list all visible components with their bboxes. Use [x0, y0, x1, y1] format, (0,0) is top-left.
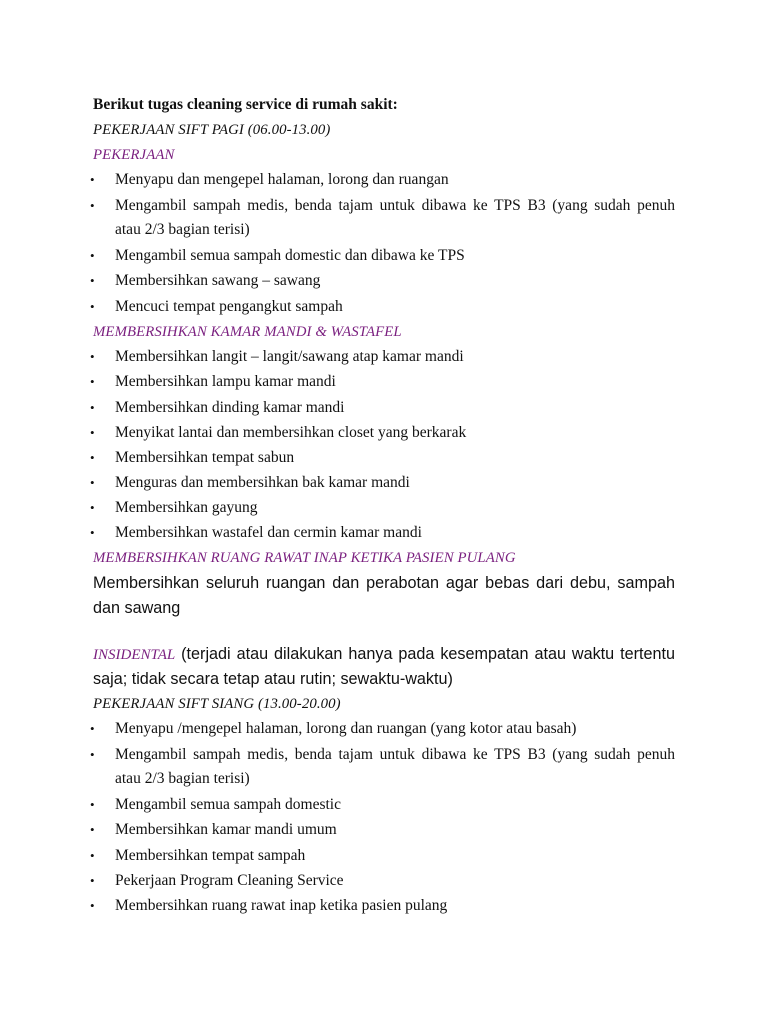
insidental-label: INSIDENTAL — [93, 647, 176, 663]
insidental-text: (terjadi atau dilakukan hanya pada kesempatan atau waktu tertentu — [175, 645, 675, 663]
shift-siang-heading: PEKERJAAN SIFT SIANG (13.00-20.00) — [93, 696, 341, 712]
insidental-paragraph — [93, 644, 675, 665]
list-item: Membersihkan sawang – sawang — [115, 272, 321, 289]
bullet-icon: • — [90, 500, 95, 515]
bullet-icon: • — [90, 273, 95, 288]
list-item: Membersihkan gayung — [115, 499, 258, 516]
bullet-icon: • — [90, 721, 95, 736]
list-item: Membersihkan wastafel dan cermin kamar mandi — [115, 524, 422, 541]
rawat-inap-text-continuation: dan sawang — [93, 599, 181, 617]
list-item: Mengambil sampah medis, benda tajam untuk dibawa ke TPS B3 (yang sudah penuh — [115, 746, 675, 763]
bullet-icon: • — [90, 374, 95, 389]
list-item: Mengambil semua sampah domestic — [115, 796, 341, 813]
bullet-icon: • — [90, 299, 95, 314]
list-item: Mengambil semua sampah domestic dan dibawa ke TPS — [115, 247, 465, 264]
bullet-icon: • — [90, 747, 95, 762]
list-item: Membersihkan kamar mandi umum — [115, 821, 337, 838]
list-item: Membersihkan ruang rawat inap ketika pasien pulang — [115, 897, 448, 914]
bullet-icon: • — [90, 450, 95, 465]
list-item: Membersihkan dinding kamar mandi — [115, 399, 345, 416]
document-title: Berikut tugas cleaning service di rumah sakit: — [93, 96, 398, 113]
list-item: Membersihkan tempat sabun — [115, 449, 295, 466]
list-item: Mengambil sampah medis, benda tajam untuk dibawa ke TPS B3 (yang sudah penuh — [115, 197, 675, 214]
bullet-icon: • — [90, 425, 95, 440]
bullet-icon: • — [90, 172, 95, 187]
list-item: Menguras dan membersihkan bak kamar mandi — [115, 474, 410, 491]
bullet-icon: • — [90, 400, 95, 415]
bullet-icon: • — [90, 475, 95, 490]
bullet-icon: • — [90, 822, 95, 837]
bullet-icon: • — [90, 525, 95, 540]
pekerjaan-subheading: PEKERJAAN — [93, 147, 175, 163]
list-item: Mencuci tempat pengangkut sampah — [115, 298, 343, 315]
list-item: Menyapu dan mengepel halaman, lorong dan ruangan — [115, 171, 449, 188]
insidental-text-continuation: saja; tidak secara tetap atau rutin; sewaktu-waktu) — [93, 670, 453, 688]
bullet-icon: • — [90, 873, 95, 888]
bullet-icon: • — [90, 349, 95, 364]
list-item: Membersihkan langit – langit/sawang atap kamar mandi — [115, 348, 464, 365]
bullet-icon: • — [90, 198, 95, 213]
list-item-continuation: atau 2/3 bagian terisi) — [115, 221, 250, 238]
list-item: Menyapu /mengepel halaman, lorong dan ruangan (yang kotor atau basah) — [115, 720, 577, 737]
list-item: Membersihkan lampu kamar mandi — [115, 373, 336, 390]
list-item: Pekerjaan Program Cleaning Service — [115, 872, 344, 889]
shift-pagi-heading: PEKERJAAN SIFT PAGI (06.00-13.00) — [93, 122, 331, 138]
list-item: Menyikat lantai dan membersihkan closet yang berkarak — [115, 424, 467, 441]
bullet-icon: • — [90, 248, 95, 263]
kamar-mandi-heading: MEMBERSIHKAN KAMAR MANDI & WASTAFEL — [93, 324, 402, 340]
list-item: Membersihkan tempat sampah — [115, 847, 306, 864]
list-item-continuation: atau 2/3 bagian terisi) — [115, 770, 250, 787]
bullet-icon: • — [90, 797, 95, 812]
bullet-icon: • — [90, 898, 95, 913]
rawat-inap-heading: MEMBERSIHKAN RUANG RAWAT INAP KETIKA PASIEN PULANG — [93, 550, 516, 566]
bullet-icon: • — [90, 848, 95, 863]
rawat-inap-text: Membersihkan seluruh ruangan dan perabotan agar bebas dari debu, sampah — [93, 574, 675, 592]
